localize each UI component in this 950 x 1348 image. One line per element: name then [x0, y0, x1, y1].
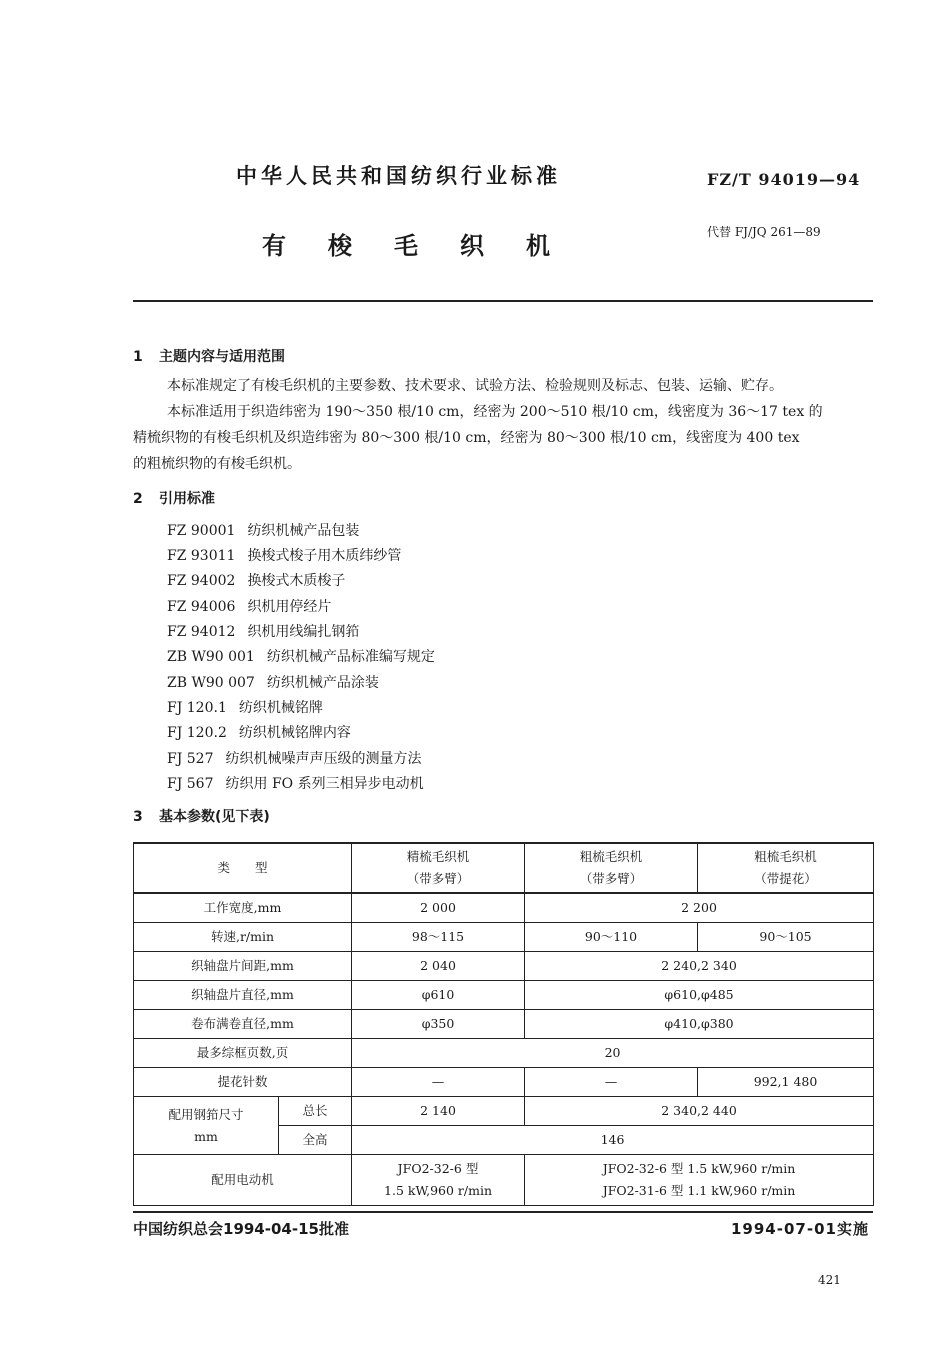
cell: 20: [352, 1039, 874, 1068]
cell: 2 040: [352, 952, 525, 981]
table-row: [134, 1068, 874, 1097]
col-header-woolen-jacquard: [698, 843, 874, 893]
section-2-title: 引用标准: [159, 491, 215, 507]
ref-code: FJ 527: [167, 751, 214, 767]
cell: 2 240,2 340: [525, 952, 874, 981]
footer-divider: [133, 1211, 873, 1213]
section-1-number: 1: [133, 349, 143, 365]
standard-code: FZ/T 94019—94: [707, 170, 861, 189]
cell: 2 140: [352, 1097, 525, 1126]
cell-line: 1.5 kW,960 r/min: [384, 1183, 492, 1198]
ref-code: FZ 90001: [167, 523, 236, 539]
table-row: [134, 1010, 874, 1039]
cell: φ350: [352, 1010, 525, 1039]
cell: 98～115: [352, 923, 525, 952]
standard-title: 中华人民共和国纺织行业标准: [236, 164, 561, 188]
cell: 2 200: [525, 893, 874, 923]
table-row: [134, 1097, 874, 1126]
row-label: 工作宽度,mm: [134, 893, 352, 923]
ref-item: [167, 722, 351, 742]
col-header-line: 粗梳毛织机: [754, 849, 817, 864]
row-label: 转速,r/min: [134, 923, 352, 952]
table-row: [134, 1039, 874, 1068]
ref-title: 纺织机械产品标准编写规定: [266, 649, 435, 665]
ref-title: 织机用线编扎钢筘: [247, 624, 360, 640]
cell-line: JFO2-32-6 型 1.5 kW,960 r/min: [602, 1161, 796, 1176]
section-2-number: 2: [133, 491, 143, 507]
cell: φ610,φ485: [525, 981, 874, 1010]
ref-code: FJ 567: [167, 776, 214, 792]
cell: 146: [352, 1126, 874, 1155]
replaces-note: 代替 FJ/JQ 261—89: [707, 225, 821, 239]
section-1-title: 主题内容与适用范围: [159, 349, 285, 365]
row-label-line: 配用钢筘尺寸: [168, 1106, 244, 1122]
cell-motor: [525, 1155, 874, 1206]
ref-title: 换梭式梭子用木质纬纱管: [247, 548, 402, 564]
parameters-table: [133, 842, 874, 1206]
row-label-reed: [134, 1097, 279, 1155]
ref-item: [167, 748, 422, 768]
ref-code: FZ 94012: [167, 624, 236, 640]
row-label: 卷布满卷直径,mm: [134, 1010, 352, 1039]
ref-item: [167, 672, 379, 692]
ref-title: 换梭式木质梭子: [247, 573, 346, 589]
row-label: 织轴盘片间距,mm: [134, 952, 352, 981]
cell-line: JFO2-32-6 型: [397, 1161, 479, 1176]
section-1-para-2-line-2: 精梳织物的有梭毛织机及织造纬密为 80～300 根/10 cm，经密为 80～300 根/10 cm，线密度为 400 tex: [133, 430, 800, 446]
ref-item: [167, 520, 359, 540]
cell: 992,1 480: [698, 1068, 874, 1097]
ref-item: [167, 596, 331, 616]
ref-code: ZB W90 001: [167, 649, 255, 665]
cell-line: JFO2-31-6 型 1.1 kW,960 r/min: [602, 1183, 796, 1198]
type-header: 类 型: [134, 843, 352, 893]
col-header-line: 精梳毛织机: [406, 849, 470, 864]
ref-code: FJ 120.1: [167, 700, 227, 716]
ref-item: [167, 570, 345, 590]
cell: —: [525, 1068, 698, 1097]
header-divider: [133, 300, 873, 302]
section-3-number: 3: [133, 809, 143, 825]
ref-title: 织机用停经片: [247, 599, 332, 615]
sub-label: 总长: [279, 1097, 352, 1126]
col-header-woolen-dobby: [525, 843, 698, 893]
section-3-title: 基本参数(见下表): [159, 809, 270, 825]
row-label-line: mm: [194, 1128, 218, 1144]
cell: 90～105: [698, 923, 874, 952]
cell: 2 000: [352, 893, 525, 923]
table-row: [134, 952, 874, 981]
ref-title: 纺织机械产品包装: [247, 523, 360, 539]
ref-item: [167, 773, 424, 793]
product-title: 有梭毛织机: [262, 232, 592, 260]
table-row: [134, 981, 874, 1010]
section-3-heading: [133, 806, 270, 826]
sub-label: 全高: [279, 1126, 352, 1155]
row-label: 最多综框页数,页: [134, 1039, 352, 1068]
col-header-line: （带多臂）: [579, 871, 643, 886]
ref-title: 纺织机械铭牌: [238, 700, 323, 716]
cell: —: [352, 1068, 525, 1097]
ref-title: 纺织用 FO 系列三相异步电动机: [225, 776, 424, 792]
col-header-worsted: [352, 843, 525, 893]
ref-title: 纺织机械噪声声压级的测量方法: [225, 751, 422, 767]
cell: φ410,φ380: [525, 1010, 874, 1039]
ref-title: 纺织机械产品涂装: [266, 675, 379, 691]
col-header-line: （带多臂）: [406, 871, 470, 886]
cell: 90～110: [525, 923, 698, 952]
section-1-para-2-line-3: 的粗梳织物的有梭毛织机。: [133, 456, 301, 472]
ref-code: FZ 94002: [167, 573, 236, 589]
cell: 2 340,2 440: [525, 1097, 874, 1126]
page-number: 421: [818, 1273, 841, 1287]
ref-code: FJ 120.2: [167, 725, 227, 741]
table-row: [134, 893, 874, 923]
approval-date: 中国纺织总会1994-04-15批准: [133, 1220, 349, 1238]
cell-motor: [352, 1155, 525, 1206]
section-1-para-1: 本标准规定了有梭毛织机的主要参数、技术要求、试验方法、检验规则及标志、包装、运输、贮存。: [167, 378, 783, 394]
row-label: 提花针数: [134, 1068, 352, 1097]
ref-code: FZ 94006: [167, 599, 236, 615]
row-label: 织轴盘片直径,mm: [134, 981, 352, 1010]
ref-item: [167, 621, 359, 641]
table-row: [134, 923, 874, 952]
ref-item: [167, 646, 435, 666]
ref-code: FZ 93011: [167, 548, 236, 564]
col-header-line: （带提花）: [754, 871, 817, 886]
section-1-para-2-line-1: 本标准适用于织造纬密为 190～350 根/10 cm，经密为 200～510 根/10 cm，线密度为 36～17 tex 的: [167, 404, 823, 420]
ref-item: [167, 545, 401, 565]
effective-date: 1994-07-01实施: [731, 1220, 869, 1238]
cell: φ610: [352, 981, 525, 1010]
ref-item: [167, 697, 323, 717]
section-1-heading: [133, 346, 285, 366]
row-label: 配用电动机: [134, 1155, 352, 1206]
ref-code: ZB W90 007: [167, 675, 255, 691]
table-row: [134, 1155, 874, 1206]
col-header-line: 粗梳毛织机: [579, 849, 643, 864]
ref-title: 纺织机械铭牌内容: [238, 725, 351, 741]
section-2-heading: [133, 488, 215, 508]
